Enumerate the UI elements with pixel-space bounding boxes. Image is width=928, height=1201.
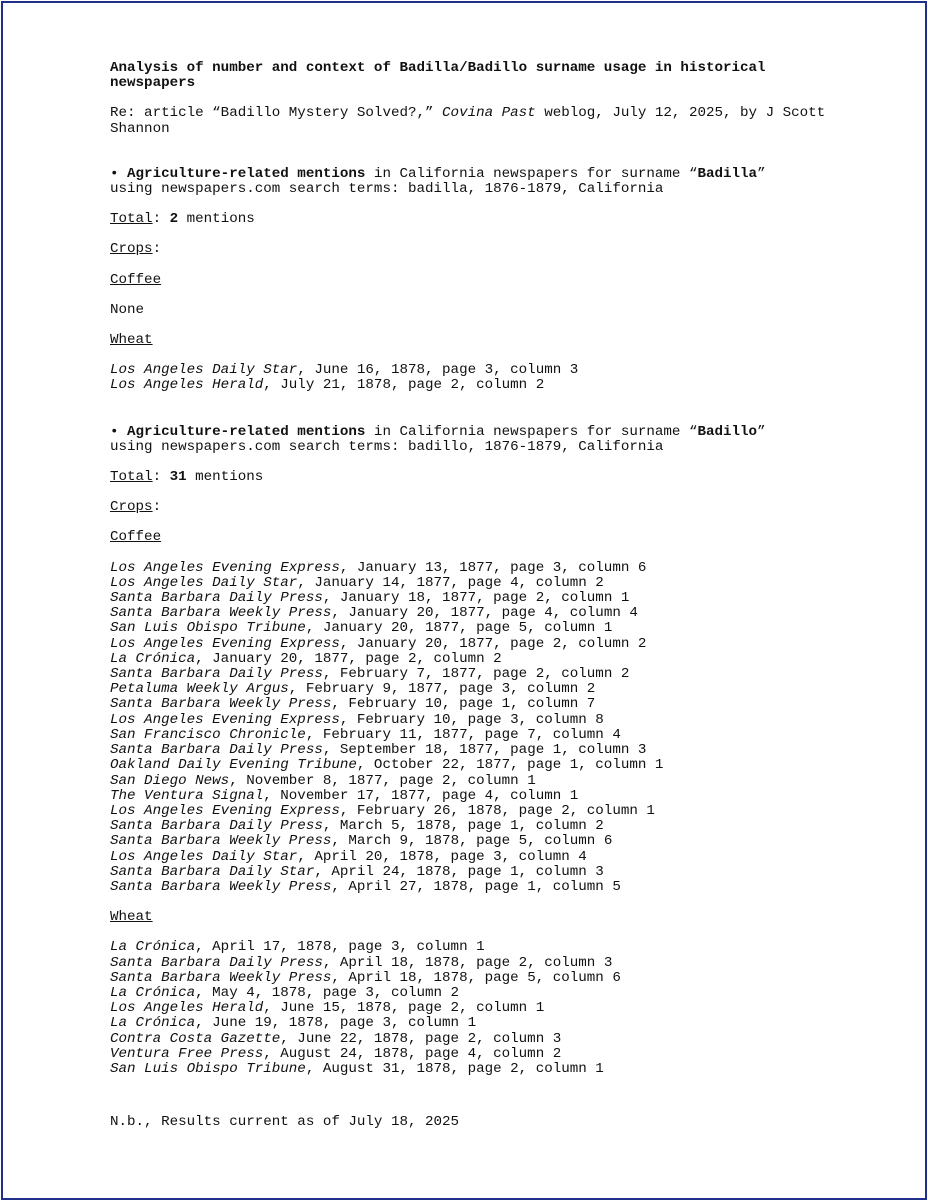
- total-count: 2: [169, 211, 179, 228]
- total-suffix: mentions: [178, 211, 255, 228]
- citation-detail: , April 20, 1878, page 3, column 4: [297, 848, 587, 865]
- citation-detail: , June 16, 1878, page 3, column 3: [297, 362, 579, 379]
- citation: [110, 743, 830, 758]
- newspaper-name: Santa Barbara Weekly Press: [110, 969, 332, 986]
- citation: [110, 378, 830, 393]
- newspaper-name: Santa Barbara Daily Press: [110, 742, 323, 759]
- citation: [110, 606, 830, 621]
- citation-detail: , April 27, 1878, page 1, column 5: [331, 878, 621, 895]
- footnote: N.b., Results current as of July 18, 2025: [110, 1114, 460, 1131]
- newspaper-name: Los Angeles Daily Star: [110, 574, 298, 591]
- citation: [110, 561, 830, 576]
- citation-detail: , February 10, page 3, column 8: [339, 711, 604, 728]
- search-terms: using newspapers.com search terms: badillo, 1876-1879, California: [110, 438, 664, 455]
- wheat-list: [110, 940, 830, 1077]
- citation-detail: , June 22, 1878, page 2, column 3: [280, 1030, 562, 1047]
- citation: [110, 834, 830, 849]
- bullet-icon: •: [110, 165, 128, 182]
- total-line: [110, 212, 830, 227]
- heading-text: in California newspapers for surname “: [365, 423, 698, 440]
- newspaper-name: La Crónica: [110, 984, 196, 1001]
- wheat-heading: Wheat: [110, 909, 153, 926]
- citation-detail: , April 17, 1878, page 3, column 1: [195, 939, 485, 956]
- citation-detail: , August 31, 1878, page 2, column 1: [305, 1060, 604, 1077]
- citation: [110, 880, 830, 895]
- newspaper-name: Los Angeles Evening Express: [110, 711, 340, 728]
- citation: [110, 850, 830, 865]
- citation-detail: , November 8, 1877, page 2, column 1: [229, 772, 536, 789]
- citation-detail: , January 20, 1877, page 2, column 2: [339, 635, 647, 652]
- citation-detail: , April 24, 1878, page 1, column 3: [314, 863, 604, 880]
- newspaper-name: Santa Barbara Weekly Press: [110, 878, 332, 895]
- citation: [110, 576, 830, 591]
- newspaper-name: The Ventura Signal: [110, 787, 264, 804]
- citation-detail: , February 9, 1877, page 3, column 2: [288, 681, 596, 698]
- citation: [110, 363, 830, 378]
- citation-detail: , October 22, 1877, page 1, column 1: [356, 757, 664, 774]
- citation-detail: , March 5, 1878, page 1, column 2: [322, 818, 604, 835]
- newspaper-name: San Luis Obispo Tribune: [110, 620, 306, 637]
- citation: [110, 774, 830, 789]
- newspaper-name: San Luis Obispo Tribune: [110, 1060, 306, 1077]
- section-badilla: [110, 167, 830, 394]
- citation: [110, 758, 830, 773]
- citation-detail: , January 20, 1877, page 2, column 2: [195, 650, 502, 667]
- total-line: [110, 470, 830, 485]
- citation: [110, 804, 830, 819]
- citation: [110, 667, 830, 682]
- wheat-heading: Wheat: [110, 332, 153, 349]
- newspaper-name: Santa Barbara Daily Press: [110, 954, 323, 971]
- newspaper-name: Santa Barbara Daily Press: [110, 590, 323, 607]
- reference-prefix: Re: article “Badillo Mystery Solved?,”: [110, 105, 443, 122]
- heading-end: ”: [757, 423, 766, 440]
- citation: [110, 865, 830, 880]
- citation-detail: , February 10, page 1, column 7: [331, 696, 596, 713]
- crops-label: Crops: [110, 499, 153, 516]
- citation-detail: , November 17, 1877, page 4, column 1: [263, 787, 579, 804]
- surname: Badillo: [697, 423, 758, 440]
- document-body: [110, 61, 830, 1130]
- citation-detail: , March 9, 1878, page 5, column 6: [331, 833, 613, 850]
- citation: [110, 637, 830, 652]
- newspaper-name: Ventura Free Press: [110, 1045, 264, 1062]
- crops-colon: :: [152, 499, 162, 516]
- newspaper-name: Santa Barbara Daily Press: [110, 666, 323, 683]
- newspaper-name: Los Angeles Evening Express: [110, 559, 340, 576]
- newspaper-name: Los Angeles Evening Express: [110, 635, 340, 652]
- citation-detail: , May 4, 1878, page 3, column 2: [195, 984, 460, 1001]
- total-suffix: mentions: [186, 469, 264, 486]
- section-heading: [110, 167, 830, 182]
- reference-suffix: weblog, July 12, 2025, by J Scott Shannon: [110, 105, 826, 137]
- citation: [110, 652, 830, 667]
- citation: [110, 591, 830, 606]
- newspaper-name: Los Angeles Daily Star: [110, 848, 298, 865]
- bullet-icon: •: [110, 423, 128, 440]
- newspaper-name: Oakland Daily Evening Tribune: [110, 757, 357, 774]
- total-colon: :: [152, 211, 170, 228]
- citation-detail: , January 20, 1877, page 4, column 4: [331, 605, 638, 622]
- heading-bold: Agriculture-related mentions: [127, 423, 366, 440]
- citation-detail: , February 11, 1877, page 7, column 4: [305, 726, 621, 743]
- citation-detail: , June 15, 1878, page 2, column 1: [263, 1000, 545, 1017]
- newspaper-name: Los Angeles Herald: [110, 1000, 264, 1017]
- newspaper-name: Santa Barbara Weekly Press: [110, 833, 332, 850]
- newspaper-name: Santa Barbara Weekly Press: [110, 605, 332, 622]
- citation: [110, 1062, 830, 1077]
- citation-detail: , August 24, 1878, page 4, column 2: [263, 1045, 562, 1062]
- total-label: Total: [110, 211, 153, 228]
- crops-heading: [110, 500, 830, 515]
- citation: [110, 789, 830, 804]
- citation-detail: , April 18, 1878, page 2, column 3: [322, 954, 613, 971]
- section-heading: [110, 425, 830, 440]
- newspaper-name: Los Angeles Herald: [110, 377, 264, 394]
- citation: [110, 1032, 830, 1047]
- citation-detail: , July 21, 1878, page 2, column 2: [263, 377, 545, 394]
- citation: [110, 1047, 830, 1062]
- newspaper-name: San Diego News: [110, 772, 230, 789]
- reference-publication: Covina Past: [442, 105, 536, 122]
- citation: [110, 819, 830, 834]
- total-colon: :: [152, 469, 170, 486]
- coffee-list: [110, 561, 830, 895]
- newspaper-name: Los Angeles Daily Star: [110, 362, 298, 379]
- citation: [110, 956, 830, 971]
- heading-text: in California newspapers for surname “: [365, 165, 698, 182]
- citation-detail: , February 7, 1877, page 2, column 2: [322, 666, 630, 683]
- citation: [110, 1016, 830, 1031]
- citation: [110, 971, 830, 986]
- heading-end: ”: [757, 165, 766, 182]
- citation: [110, 728, 830, 743]
- citation: [110, 682, 830, 697]
- surname: Badilla: [697, 165, 758, 182]
- newspaper-name: Los Angeles Evening Express: [110, 802, 340, 819]
- total-count: 31: [169, 469, 187, 486]
- citation: [110, 1001, 830, 1016]
- newspaper-name: Santa Barbara Daily Star: [110, 863, 315, 880]
- newspaper-name: Santa Barbara Daily Press: [110, 818, 323, 835]
- heading-bold: Agriculture-related mentions: [127, 165, 366, 182]
- coffee-heading: Coffee: [110, 529, 162, 546]
- newspaper-name: La Crónica: [110, 1015, 196, 1032]
- citation: [110, 621, 830, 636]
- newspaper-name: Petaluma Weekly Argus: [110, 681, 289, 698]
- citation-detail: , June 19, 1878, page 3, column 1: [195, 1015, 477, 1032]
- crops-heading: [110, 242, 830, 257]
- reference-line: [110, 106, 830, 136]
- citation-detail: , February 26, 1878, page 2, column 1: [339, 802, 655, 819]
- document-title: Analysis of number and context of Badilla/Badillo surname usage in historical newspapers: [110, 60, 766, 92]
- newspaper-name: Santa Barbara Weekly Press: [110, 696, 332, 713]
- total-label: Total: [110, 469, 153, 486]
- citation: [110, 986, 830, 1001]
- citation-detail: , January 14, 1877, page 4, column 2: [297, 574, 604, 591]
- citation-detail: , April 18, 1878, page 5, column 6: [331, 969, 621, 986]
- crops-colon: :: [152, 241, 162, 258]
- newspaper-name: San Francisco Chronicle: [110, 726, 306, 743]
- crops-label: Crops: [110, 241, 153, 258]
- newspaper-name: La Crónica: [110, 939, 196, 956]
- citation-detail: , January 13, 1877, page 3, column 6: [339, 559, 647, 576]
- coffee-heading: Coffee: [110, 271, 162, 288]
- newspaper-name: Contra Costa Gazette: [110, 1030, 281, 1047]
- citation-detail: , September 18, 1877, page 1, column 3: [322, 742, 647, 759]
- search-terms: using newspapers.com search terms: badilla, 1876-1879, California: [110, 181, 664, 198]
- citation: [110, 940, 830, 955]
- citation-detail: , January 18, 1877, page 2, column 1: [322, 590, 630, 607]
- wheat-list: [110, 363, 830, 393]
- newspaper-name: La Crónica: [110, 650, 196, 667]
- citation: [110, 697, 830, 712]
- citation-detail: , January 20, 1877, page 5, column 1: [305, 620, 613, 637]
- section-badillo: [110, 425, 830, 1078]
- citation: [110, 713, 830, 728]
- coffee-none: None: [110, 301, 145, 318]
